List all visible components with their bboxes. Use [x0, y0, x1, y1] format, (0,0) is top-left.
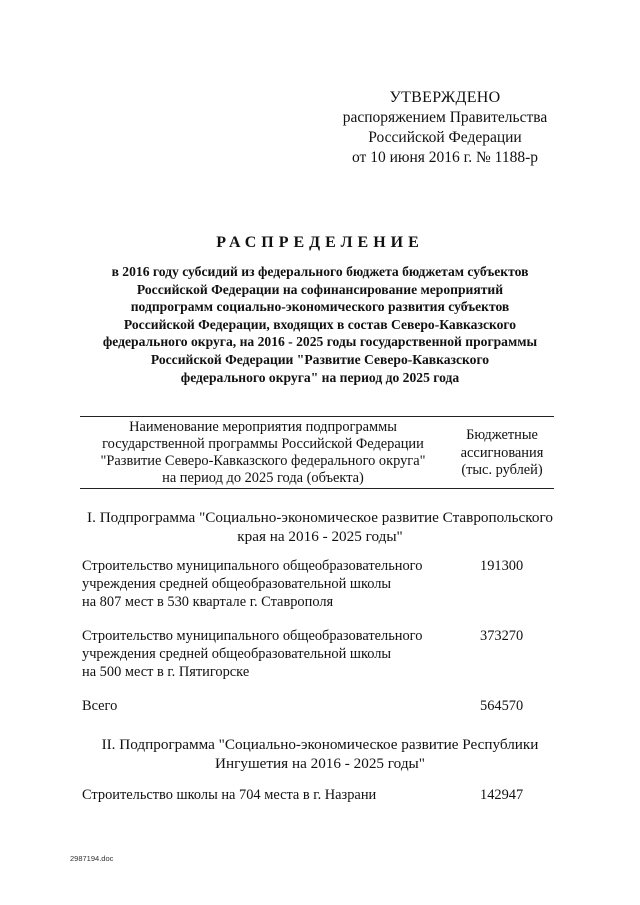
- section-title-line: края на 2016 - 2025 годы": [237, 528, 403, 545]
- document-subtitle: [70, 263, 570, 386]
- table-row-item: [82, 786, 462, 804]
- total-amount: 564570: [480, 698, 524, 714]
- header-line: (тыс. рублей): [461, 462, 543, 478]
- table-header-amount: [450, 427, 554, 480]
- subtitle-line: Российской Федерации, входящих в состав Северо-Кавказского: [123, 316, 517, 332]
- approval-line: Российской Федерации: [368, 129, 522, 146]
- item-amount: 373270: [480, 628, 524, 644]
- section-title-line: I. Подпрограмма "Социально-экономическое развитие Ставропольского: [87, 509, 553, 526]
- item-line: Строительство муниципального общеобразовательного: [82, 628, 423, 644]
- item-line: Строительство муниципального общеобразовательного: [82, 558, 423, 574]
- header-line: государственной программы Российской Федерации: [102, 436, 424, 452]
- document-file-id: 2987194.doc: [70, 854, 114, 863]
- item-amount: 191300: [480, 558, 524, 574]
- table-row-item: [82, 627, 462, 681]
- section-title-line: II. Подпрограмма "Социально-экономическое развитие Республики: [101, 736, 539, 753]
- subtitle-line: подпрограмм социально-экономического развития субъектов: [130, 299, 510, 315]
- section-title: [80, 508, 560, 546]
- item-line: на 807 мест в 530 квартале г. Ставрополя: [82, 594, 334, 610]
- approval-date-line: от 10 июня 2016 г. № 1188-р: [352, 149, 538, 166]
- document-title: РАСПРЕДЕЛЕНИЕ: [216, 234, 424, 251]
- subtitle-line: федерального округа" на период до 2025 года: [180, 369, 460, 385]
- subtitle-line: федерального округа, на 2016 - 2025 годы государственной программы: [102, 334, 538, 350]
- item-line: Строительство школы на 704 места в г. Назрани: [82, 787, 377, 803]
- header-line: ассигнования: [460, 444, 544, 461]
- table-header-name: [84, 419, 442, 487]
- section-title: [80, 735, 560, 773]
- approval-line: распоряжением Правительства: [342, 109, 548, 126]
- approval-heading: УТВЕРЖДЕНО: [389, 89, 501, 106]
- table-top-rule: [80, 416, 554, 417]
- subtitle-line: Российской Федерации "Развитие Северо-Кавказского: [150, 351, 490, 367]
- section-title-line: Ингушетия на 2016 - 2025 годы": [215, 755, 425, 772]
- header-line: Бюджетные: [466, 427, 538, 443]
- header-line: "Развитие Северо-Кавказского федерального округа": [100, 453, 426, 469]
- header-line: на период до 2025 года (объекта): [162, 470, 364, 486]
- item-line: на 500 мест в г. Пятигорске: [82, 664, 250, 680]
- approval-block: [330, 88, 560, 168]
- table-row-item: [82, 557, 462, 611]
- item-line: учреждения средней общеобразовательной школы: [82, 576, 392, 592]
- item-amount: 142947: [480, 787, 524, 803]
- table-header-rule: [80, 488, 554, 489]
- total-label: Всего: [82, 698, 118, 714]
- subtitle-line: в 2016 году субсидий из федерального бюджета бюджетам субъектов: [111, 264, 529, 279]
- header-line: Наименование мероприятия подпрограммы: [129, 419, 397, 435]
- item-line: учреждения средней общеобразовательной школы: [82, 646, 392, 662]
- subtitle-line: Российской Федерации на софинансирование мероприятий: [136, 281, 504, 297]
